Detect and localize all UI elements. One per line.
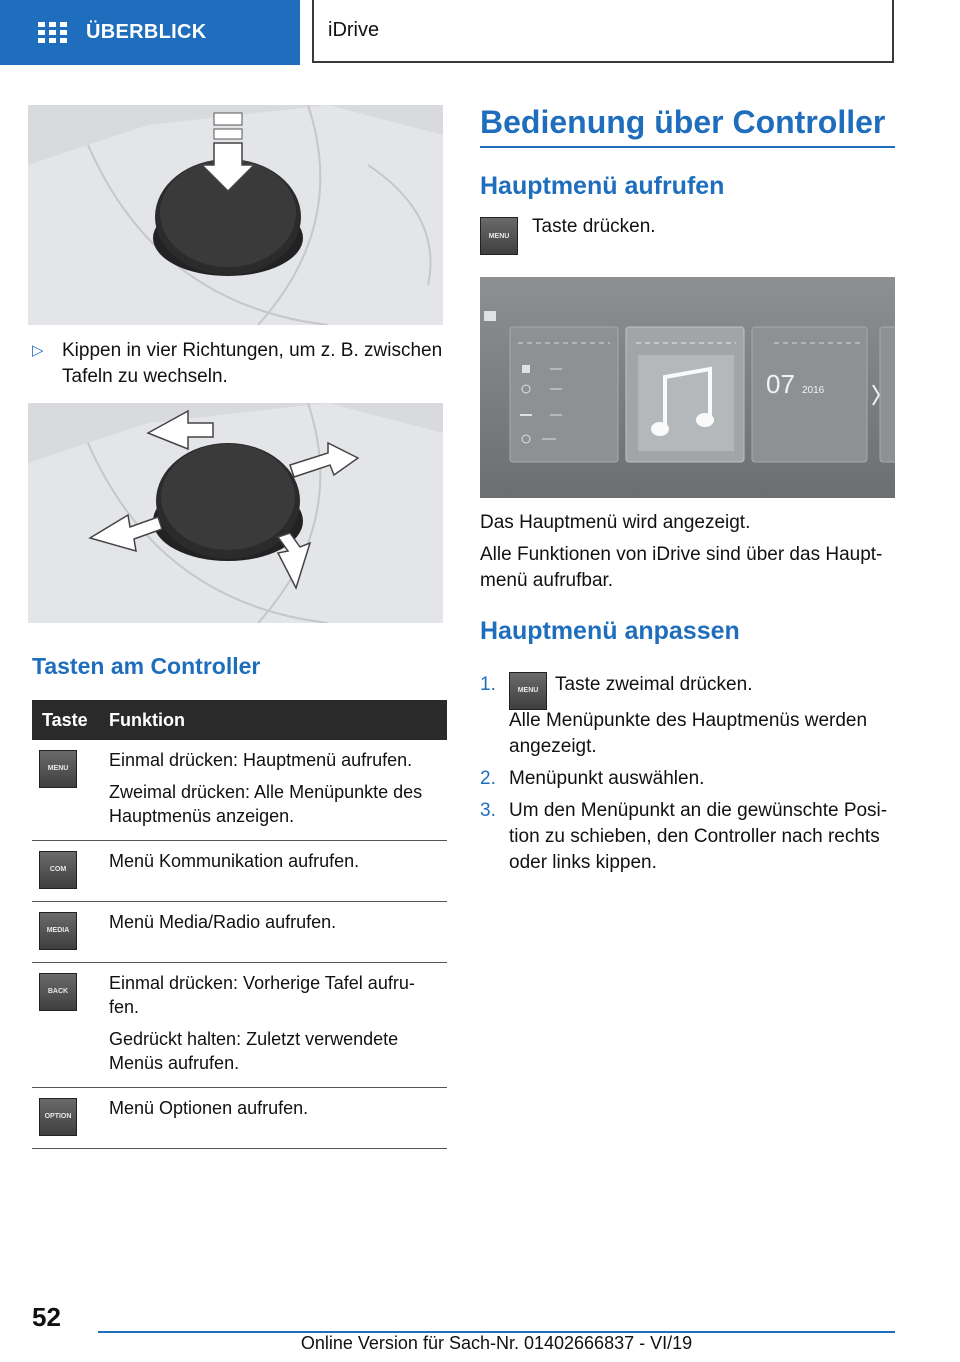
screen-date-day: 07 (766, 369, 795, 399)
controller-press-illustration (28, 105, 443, 325)
section-tab[interactable] (0, 0, 300, 65)
column-header-key: Taste (32, 700, 103, 740)
list-item (480, 798, 895, 876)
table-row (32, 740, 447, 841)
controller-tilt-illustration (28, 403, 443, 623)
function-text: Einmal drücken: Vorherige Tafel aufru- fen. (109, 973, 415, 1017)
screen-date-year: 2016 (802, 385, 825, 396)
table-row (32, 1088, 447, 1149)
overview-grid-icon (38, 22, 66, 44)
bullet-item (32, 338, 444, 390)
table-row (32, 841, 447, 902)
step-text: Menüpunkt auswählen. (509, 768, 705, 789)
footer-text: Online Version für Sach-Nr. 01402666837 - VI/19 (300, 1333, 693, 1353)
option-key-icon: OPTION (39, 1098, 77, 1136)
column-header-function: Funktion (103, 700, 447, 740)
page-number: 52 (32, 1302, 61, 1332)
paragraph-all-functions: Alle Funktionen von iDrive sind über das Haupt- menü aufrufbar. (480, 544, 883, 591)
step-number: 1. (480, 674, 496, 695)
title-rule (480, 146, 895, 148)
menu-key-icon: MENU (509, 672, 547, 710)
back-key-icon: BACK (39, 973, 77, 1011)
bullet-text: Kippen in vier Richtungen, um z. B. zwischen Tafeln zu wechseln. (62, 340, 443, 387)
section-label: ÜBERBLICK (86, 21, 207, 43)
page-title: Bedienung über Controller (480, 104, 886, 140)
function-text: Zweimal drücken: Alle Menüpunkte des Hauptmenüs anzeigen. (109, 782, 423, 826)
function-text: Menü Optionen aufrufen. (109, 1098, 309, 1118)
steps-list (480, 672, 895, 882)
function-text: Gedrückt halten: Zuletzt verwendete Menüs aufrufen. (109, 1029, 399, 1073)
table-row (32, 902, 447, 963)
step-number: 3. (480, 800, 496, 821)
menu-key-icon: MENU (39, 750, 77, 788)
list-item (480, 672, 895, 760)
step-subtext: Alle Menüpunkte des Hauptmenüs werden angezeigt. (509, 710, 868, 757)
section-heading-customize-menu: Hauptmenü anpassen (480, 617, 740, 645)
com-key-icon: COM (39, 851, 77, 889)
function-text: Menü Media/Radio aufrufen. (109, 912, 337, 932)
section-heading-open-menu: Hauptmenü aufrufen (480, 172, 725, 200)
menu-key-icon: MENU (480, 217, 518, 255)
function-text: Einmal drücken: Hauptmenü aufrufen. (109, 750, 413, 770)
main-menu-screenshot (480, 277, 895, 498)
media-key-icon: MEDIA (39, 912, 77, 950)
step-number: 2. (480, 768, 496, 789)
triangle-bullet-icon: ▷ (32, 342, 44, 359)
step-text: Taste zweimal drücken. (555, 674, 753, 695)
chapter-title: iDrive (312, 0, 894, 63)
controller-keys-heading: Tasten am Controller (32, 653, 261, 679)
paragraph-menu-shown: Das Hauptmenü wird angezeigt. (480, 512, 751, 533)
function-text: Menü Kommunikation aufrufen. (109, 851, 360, 871)
table-row (32, 963, 447, 1088)
table-header-row (32, 700, 447, 740)
step-text: Um den Menüpunkt an die gewünschte Posi- tion zu schieben, den Controller nach rechts oder links kippen. (509, 800, 888, 873)
list-item (480, 766, 895, 792)
keys-table (32, 700, 447, 1149)
press-key-text: Taste drücken. (532, 216, 656, 237)
